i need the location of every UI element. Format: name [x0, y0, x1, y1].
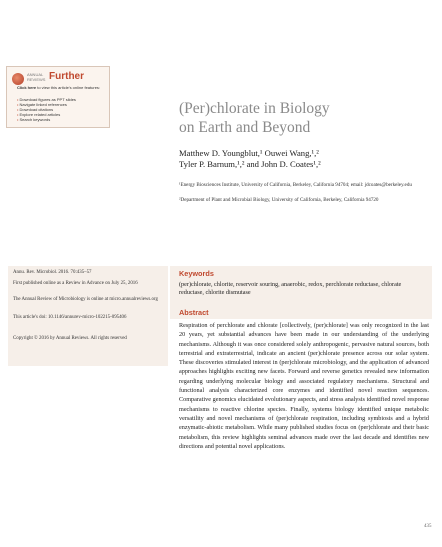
badge-feature-item[interactable]: • Explore related articles — [17, 112, 76, 117]
keywords-heading: Keywords — [179, 269, 214, 278]
abstract-text: Respiration of perchlorate and chlorate [collectively, (per)chlorate] was only recognized in the last 20 years, yet substantial advances have been made in our understanding of the underlying mechanisms. Although it was once considered solely anthropogenic, pervasive natural sources, both terrestrial and extraterrestrial, indicate an ancient (per)chlorate presence across our solar system. These discoveries stimulated interest in (per)chlorate microbiology, and the application of advanced approaches highlights exciting new facets. Forward and reverse genetics revealed new information regarding underlying molecular biology and associated regulatory mechanisms. Structural and functional analysis characterized core enzymes and identified novel reaction sequences. Comparative genomics elucidated evolutionary aspects, and stress analysis identified novel response mechanisms to reactive chlorine species. Finally, systems biology identified unique metabolic versatility and novel mechanisms of (per)chlorate respiration, including symbiosis and a hybrid enzymatic-abiotic metabolism. While many published studies focus on (per)chlorate and their basic metabolism, this review highlights seminal advances made over the last decade and identifies new directions and potential novel applications. — [179, 322, 429, 450]
abstract-heading: Abstract — [179, 308, 209, 317]
badge-further-label: Further — [49, 71, 84, 82]
title-line-2: on Earth and Beyond — [179, 119, 311, 136]
affiliation-2: ²Department of Plant and Microbial Biology, University of California, Berkeley, California 94720 — [179, 197, 379, 203]
page-number: 435 — [424, 524, 432, 529]
online-location: The Annual Review of Microbiology is online at micro.annualreviews.org — [13, 297, 158, 302]
annual-reviews-logo-icon — [12, 73, 24, 85]
badge-click-text — [17, 85, 109, 90]
affiliation-1: ¹Energy Biosciences Institute, University of California, Berkeley, California 94704; email: jdcoates@berkeley.edu — [179, 182, 412, 188]
authors-line-1: Matthew D. Youngblut,¹ Ouwei Wang,¹,² — [179, 148, 319, 158]
badge-click-link[interactable]: Click here — [17, 85, 37, 90]
authors-line-2: Tyler P. Barnum,¹,² and John D. Coates¹,² — [179, 159, 321, 169]
article-doi: This article's doi: 10.1146/annurev-micro-102215-095406 — [13, 315, 127, 320]
title-line-1: (Per)chlorate in Biology — [179, 100, 330, 117]
badge-feature-item[interactable]: • Download figures as PPT slides — [17, 97, 76, 102]
first-published: First published online as a Review in Advance on July 25, 2016 — [13, 281, 138, 286]
badge-feature-item[interactable]: • Navigate linked references — [17, 102, 76, 107]
keywords-text: (per)chlorate, chlorite, reservoir souring, anaerobic, redox, perchlorate reductase, chlorate reductase, chlorite dismutase — [179, 281, 402, 296]
author-list — [179, 148, 429, 170]
badge-click-suffix: to view this article's online features: — [36, 85, 101, 90]
badge-feature-item[interactable]: • Download citations — [17, 107, 76, 112]
article-title — [179, 99, 419, 137]
copyright-notice: Copyright © 2016 by Annual Reviews. All rights reserved — [13, 336, 127, 341]
badge-series-name: ANNUAL REVIEWS — [27, 72, 46, 82]
journal-citation: Annu. Rev. Microbiol. 2016. 70:435–57 — [13, 270, 92, 275]
badge-feature-item[interactable]: • Search keywords — [17, 117, 76, 122]
badge-feature-list — [17, 97, 76, 122]
further-badge[interactable] — [6, 66, 110, 128]
